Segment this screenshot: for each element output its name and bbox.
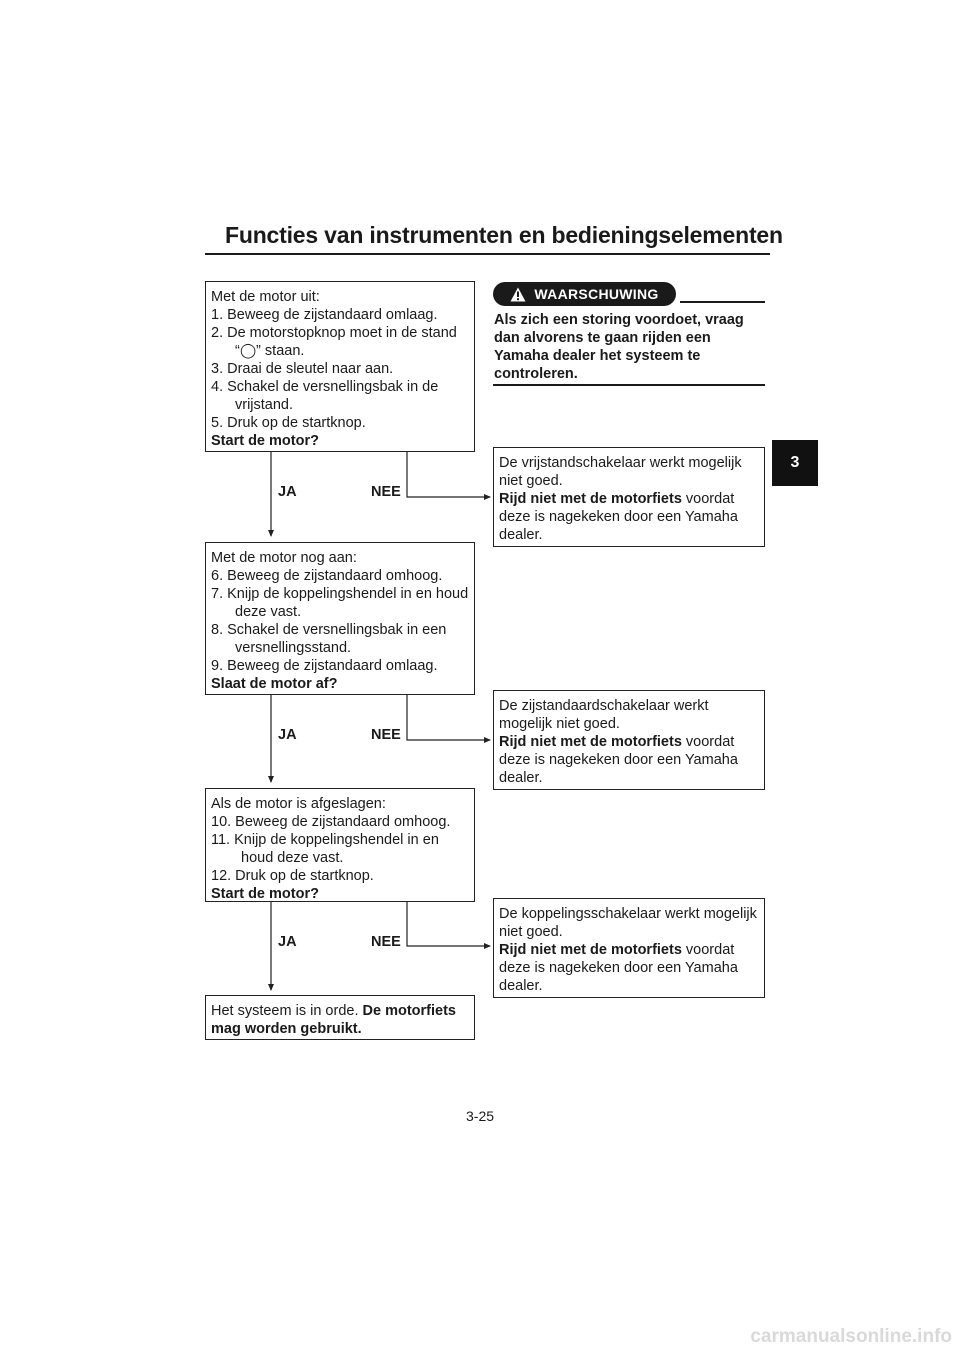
result2-box xyxy=(493,690,765,790)
step1-line: 1. Beweeg de zijstandaard omlaag. xyxy=(211,307,438,323)
result3-line: De koppelingsschakelaar werkt mogelijk xyxy=(499,906,757,922)
step3-line: houd deze vast. xyxy=(241,850,344,866)
step2-line: deze vast. xyxy=(235,604,302,620)
result3-box xyxy=(493,898,765,998)
result1-bold: Rijd niet met de motorfiets xyxy=(499,491,682,507)
step3-line: 11. Knijp de koppelingshendel in en xyxy=(211,832,439,848)
step1-question: Start de motor? xyxy=(211,433,319,449)
page-number: 3-25 xyxy=(466,1108,495,1124)
result2-line: dealer. xyxy=(499,770,543,786)
result3-line: deze is nagekeken door een Yamaha xyxy=(499,960,738,976)
page-title: Functies van instrumenten en bedieningselementen xyxy=(225,222,783,248)
warning-text: Als zich een storing voordoet, vraag dan alvorens te gaan rijden een Yamaha dealer het systeem te controleren. xyxy=(494,312,744,382)
final-box xyxy=(205,995,475,1040)
final-normal: Het systeem is in orde. xyxy=(211,1003,363,1019)
step2-line: 7. Knijp de koppelingshendel in en houd xyxy=(211,586,469,602)
step2-line: versnellingsstand. xyxy=(235,640,352,656)
chapter-tab: 3 xyxy=(772,440,818,486)
step1-line: vrijstand. xyxy=(235,397,294,413)
result1-line: niet goed. xyxy=(499,473,563,489)
step2-line: 6. Beweeg de zijstandaard omhoog. xyxy=(211,568,443,584)
result2-line: mogelijk niet goed. xyxy=(499,716,620,732)
step3-line: Als de motor is afgeslagen: xyxy=(211,796,386,812)
no-label-3: NEE xyxy=(371,934,401,950)
step3-box xyxy=(205,788,475,902)
result1-box xyxy=(493,447,765,547)
step1-line: 3. Draai de sleutel naar aan. xyxy=(211,361,394,377)
result3-bold: Rijd niet met de motorfiets xyxy=(499,942,682,958)
step1-line: 5. Druk op de startknop. xyxy=(211,415,366,431)
step3-line: 10. Beweeg de zijstandaard omhoog. xyxy=(211,814,451,830)
step1-line: 2. De motorstopknop moet in de stand xyxy=(211,325,457,341)
final-bold2: mag worden gebruikt. xyxy=(211,1021,362,1037)
result2-rest: voordat xyxy=(681,734,735,750)
yes-label-2: JA xyxy=(278,727,297,743)
result2-line: deze is nagekeken door een Yamaha xyxy=(499,752,738,768)
result2-line: De zijstandaardschakelaar werkt xyxy=(499,698,709,714)
step1-line: Met de motor uit: xyxy=(211,289,320,305)
step1-line: “◯” staan. xyxy=(235,343,305,359)
step2-line: 8. Schakel de versnellingsbak in een xyxy=(211,622,447,638)
yes-label-1: JA xyxy=(278,484,297,500)
result1-rest: voordat xyxy=(681,491,735,507)
yes-label-3: JA xyxy=(278,934,297,950)
result3-line: niet goed. xyxy=(499,924,563,940)
result1-line: deze is nagekeken door een Yamaha xyxy=(499,509,738,525)
step2-box xyxy=(205,542,475,695)
result1-line: dealer. xyxy=(499,527,543,543)
watermark: carmanualsonline.info xyxy=(750,1326,952,1347)
result3-rest: voordat xyxy=(681,942,735,958)
result1-line: De vrijstandschakelaar werkt mogelijk xyxy=(499,455,742,471)
no-label-2: NEE xyxy=(371,727,401,743)
step1-line: 4. Schakel de versnellingsbak in de xyxy=(211,379,439,395)
no-label-1: NEE xyxy=(371,484,401,500)
step2-question: Slaat de motor af? xyxy=(211,676,338,692)
step3-line: 12. Druk op de startknop. xyxy=(211,868,374,884)
final-bold1: De motorfiets xyxy=(362,1003,456,1019)
step2-line: Met de motor nog aan: xyxy=(211,550,357,566)
result3-line: dealer. xyxy=(499,978,543,994)
warning-badge-label: WAARSCHUWING xyxy=(534,286,659,302)
step2-line: 9. Beweeg de zijstandaard omlaag. xyxy=(211,658,438,674)
step3-question: Start de motor? xyxy=(211,886,319,902)
step1-box xyxy=(205,281,475,452)
result2-bold: Rijd niet met de motorfiets xyxy=(499,734,682,750)
